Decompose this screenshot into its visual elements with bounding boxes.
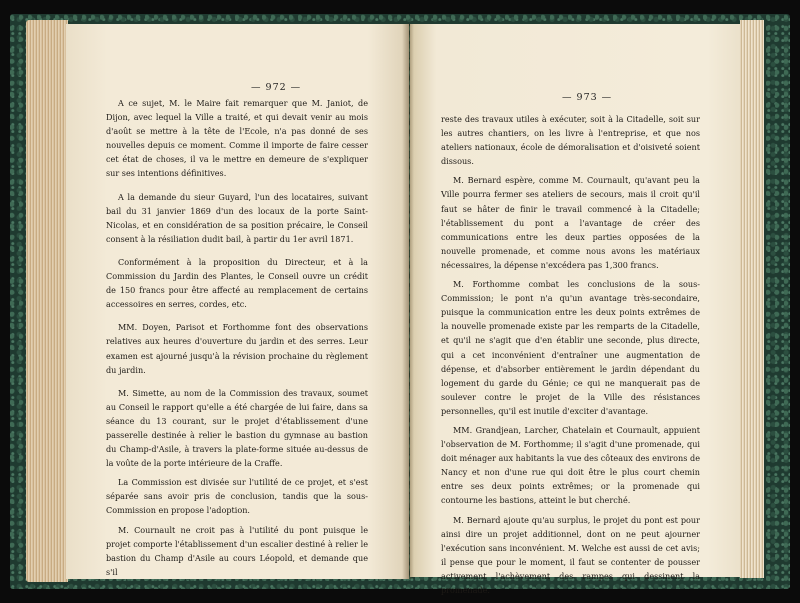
- paragraph: MM. Doyen, Parisot et Forthomme font des observations relatives aux heures d'ouverture du jardin et des serres. Leur examen est ajourné jusqu'à la révision prochaine du règlement du jardin.: [106, 322, 368, 375]
- paragraph: M. Bernard ajoute qu'au surplus, le projet du pont est pour ainsi dire un projet additionnel, dont on ne peut ajourner l'exécution sans inconvénient. M. Welche est aussi de cet avis; il pense que pour le moment, il faut se contenter de pousser activement l'achèvement des rampes qui dessinent la promenade.: [441, 514, 700, 595]
- left-page: [66, 24, 409, 579]
- paragraph: A la demande du sieur Guyard, l'un des locataires, suivant bail du 31 janvier 1869 d'un des locaux de la porte Saint-Nicolas, et en considération de sa position précaire, le Conseil consent à la résiliation dudit bail, à partir du 1er avril 1871.: [106, 191, 368, 244]
- paragraph: reste des travaux utiles à exécuter, soit à la Citadelle, soit sur les autres chantiers, on les livre à l'entreprise, et que nos ateliers nationaux, école de démoralisation et d'oisiveté soient dissous.: [441, 114, 700, 167]
- paragraph: A ce sujet, M. le Maire fait remarquer que M. Janiot, de Dijon, avec lequel la Ville a traité, et qui devait venir au mois d'août se mettre à la tête de l'Ecole, n'a pas donné de ses nouvelles depuis ce moment. Comme il importe de faire cesser cet état de choses, il va le mettre en demeure de s'expliquer sur ses intentions définitives.: [106, 98, 368, 179]
- paragraph: M. Cournault ne croit pas à l'utilité du pont puisque le projet comporte l'établissement d'un escalier destiné à relier le bastion du Champ d'Asile au cours Léopold, et demande que s'il: [106, 524, 368, 577]
- paragraph: MM. Grandjean, Larcher, Chatelain et Cournault, appuient l'observation de M. Forthomme; il s'agit d'une promenade, qui doit ménager aux habitants la vue des côteaux des environs de Nancy et non d'une rue qui doit être le plus court chemin entre ses deux points extrêmes; or la promenade qui contourne les bastions, atteint le but cherché.: [441, 424, 700, 506]
- page-edges-right: [740, 20, 764, 578]
- page-number-left: — 972 —: [251, 82, 302, 93]
- right-page-text: [441, 112, 700, 602]
- book-gutter: [402, 24, 414, 579]
- page-number-right: — 973 —: [562, 92, 613, 103]
- paragraph: Conformément à la proposition du Directeur, et à la Commission du Jardin des Plantes, le Conseil ouvre un crédit de 150 francs pour être affecté au remplacement de certains accessoires en serres, cordes, etc.: [106, 256, 368, 310]
- right-page: [410, 24, 740, 595]
- page-edges-left: [26, 20, 68, 582]
- paragraph: M. Bernard espère, comme M. Cournault, qu'avant peu la Ville pourra fermer ses ateliers de secours, mais il croit qu'il faut se hâter de finir le travail commencé à la Citadelle; l'établissement du pont a l'avantage de créer des communications entre les deux parties opposées de la nouvelle promenade, et comme nous avons les matériaux nécessaires, la dépense n'excédera pas 1,300 francs.: [441, 175, 700, 270]
- paragraph: La Commission est divisée sur l'utilité de ce projet, et s'est séparée sans avoir pris de conclusion, tandis que la sous-Commission en propose l'adoption.: [106, 477, 368, 516]
- paragraph: M. Forthomme combat les conclusions de la sous-Commission; le pont n'a qu'un avantage très-secondaire, puisque la communication entre les deux points extrêmes de la nouvelle promenade existe par les remparts de la Citadelle, et qu'il ne s'agit que d'en établir une seconde, plus directe, qui a cet inconvénient d'entraîner une augmentation de dépense, et d'absorber entièrement le jardin dépendant du logement du garde du Génie; ce qui ne manquerait pas de soulever contre le projet de la Ville des résistances personnelles, qu'il est inutile d'exciter d'avantage.: [441, 279, 700, 416]
- left-page-text: [106, 96, 368, 584]
- paragraph: M. Simette, au nom de la Commission des travaux, soumet au Conseil le rapport qu'elle a été chargée de lui faire, dans sa séance du 13 courant, sur le projet d'établissement d'une passerelle destinée à relier le bastion du gymnase au bastion du Champ-d'Asile, à travers la plate-forme située au-dessus de la voûte de la porte intérieure de la Craffe.: [106, 387, 368, 469]
